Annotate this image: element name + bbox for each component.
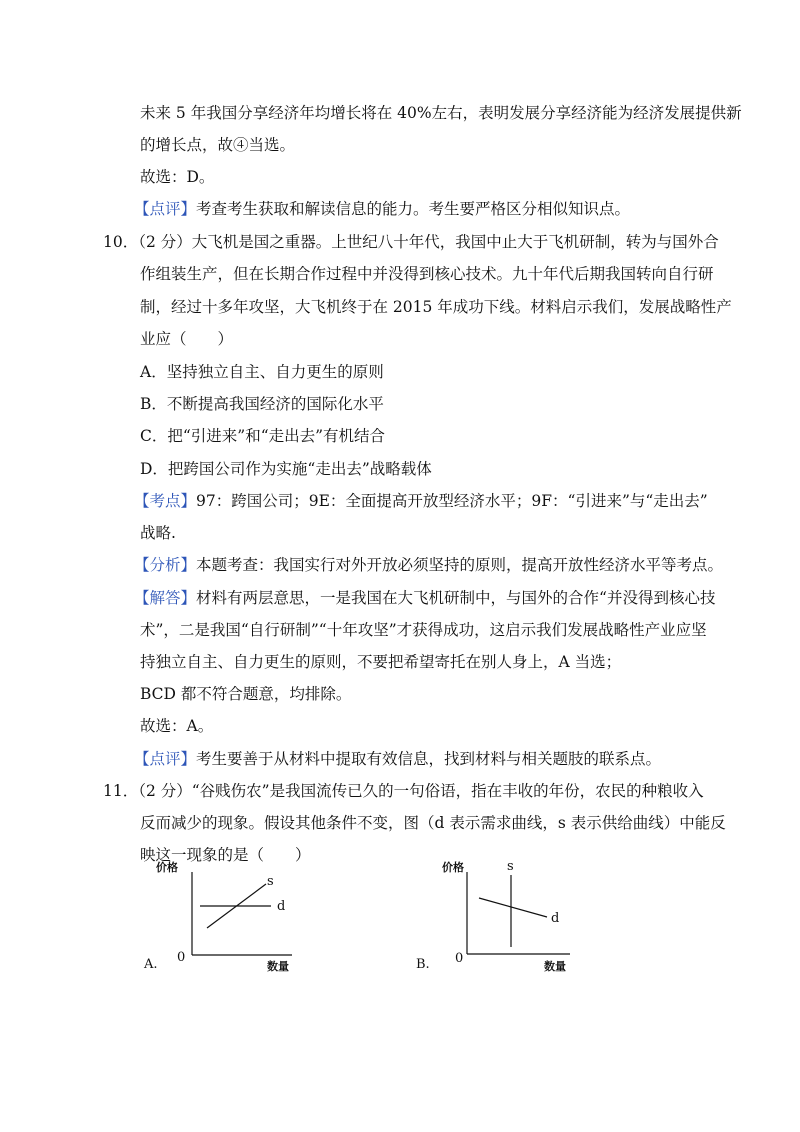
q11-stem-line-2: 反而减少的现象。假设其他条件不变，图（d 表示需求曲线，s 表示供给曲线）中能反	[140, 814, 726, 832]
q10-jieda-line-2: 术”，二是我国“自行研制”“十年攻坚”才获得成功，这启示我们发展战略性产业应坚	[140, 621, 707, 639]
q10-jieda-line-4: BCD 都不符合题意，均排除。	[140, 685, 352, 703]
figure-b-demand-curve	[479, 898, 547, 917]
q10-kaodian	[134, 489, 708, 513]
figure-b-demand-label: d	[551, 911, 560, 926]
figure-a-demand-label: d	[277, 899, 286, 914]
figure-a-svg	[130, 850, 310, 975]
figure-option-b	[410, 850, 590, 975]
figure-a-origin: 0	[177, 950, 186, 965]
q10-jieda-text: 材料有两层意思，一是我国在大飞机研制中，与国外的合作“并没得到核心技	[196, 589, 716, 607]
q10-kaodian-line-2: 战略.	[140, 524, 176, 542]
q10-comment	[134, 747, 661, 771]
q10-kaodian-text: 97：跨国公司；9E：全面提高开放型经济水平；9F：“引进来”与“走出去”	[196, 492, 708, 510]
q10-fenxi-text: 本题考查：我国实行对外开放必须坚持的原则，提高开放性经济水平等考点。	[196, 556, 724, 574]
q10-comment-text: 考生要善于从材料中提取有效信息，找到材料与相关题肢的联系点。	[196, 750, 662, 768]
q9-explanation-line-1: 未来 5 年我国分享经济年均增长将在 40%左右，表明发展分享经济能为经济发展提供新	[140, 104, 742, 122]
q10-kaodian-tag: 【考点】	[134, 492, 197, 510]
figure-b-supply-label: s	[507, 859, 514, 874]
q9-answer: 故选：D。	[140, 168, 215, 186]
q10-jieda-tag: 【解答】	[134, 589, 197, 607]
figure-a-supply-label: s	[267, 874, 274, 889]
q10-option-b: B．不断提高我国经济的国际化水平	[140, 395, 384, 413]
q10-comment-tag: 【点评】	[134, 750, 197, 768]
figure-b-origin: 0	[455, 951, 464, 966]
q10-fenxi	[134, 553, 723, 577]
q9-comment-text: 考查考生获取和解读信息的能力。考生要严格区分相似知识点。	[196, 200, 631, 218]
q11-stem-line-3: 映这一现象的是（ ）	[140, 846, 311, 864]
q10-option-a: A．坚持独立自主、自力更生的原则	[140, 363, 384, 381]
q10-stem-line-4: 业应（ ）	[140, 330, 234, 348]
q9-comment	[134, 197, 630, 221]
figure-b-svg	[410, 850, 590, 975]
figure-a-xlabel: 数量	[267, 960, 289, 973]
q10-stem-line-3: 制，经过十多年攻坚，大飞机终于在 2015 年成功下线。材料启示我们，发展战略性产	[140, 298, 732, 316]
q10-stem-line-1: 10．（2 分）大飞机是国之重器。上世纪八十年代，我国中止大于飞机研制，转为与国外合	[103, 233, 719, 251]
figure-a-option-label: A.	[144, 957, 158, 972]
q10-option-d: D．把跨国公司作为实施“走出去”战略载体	[140, 460, 432, 478]
q10-answer: 故选：A。	[140, 717, 214, 735]
figure-b-ylabel: 价格	[442, 861, 464, 874]
figure-option-a	[130, 850, 310, 975]
q9-explanation-line-2: 的增长点，故④当选。	[140, 136, 296, 154]
q10-fenxi-tag: 【分析】	[134, 556, 197, 574]
figure-b-option-label: B.	[416, 957, 430, 972]
q9-comment-tag: 【点评】	[134, 200, 197, 218]
figure-a-ylabel: 价格	[156, 861, 178, 874]
q10-stem-line-2: 作组装生产，但在长期合作过程中并没得到核心技术。九十年代后期我国转向自行研	[140, 265, 714, 283]
q11-stem-line-1: 11．（2 分）“谷贱伤农”是我国流传已久的一句俗语，指在丰收的年份，农民的种粮收入	[103, 782, 704, 800]
q10-jieda-line-3: 持独立自主、自力更生的原则，不要把希望寄托在别人身上，A 当选；	[140, 653, 622, 671]
figure-b-xlabel: 数量	[544, 960, 566, 973]
q10-jieda	[134, 586, 715, 610]
q10-option-c: C．把“引进来”和“走出去”有机结合	[140, 427, 386, 445]
